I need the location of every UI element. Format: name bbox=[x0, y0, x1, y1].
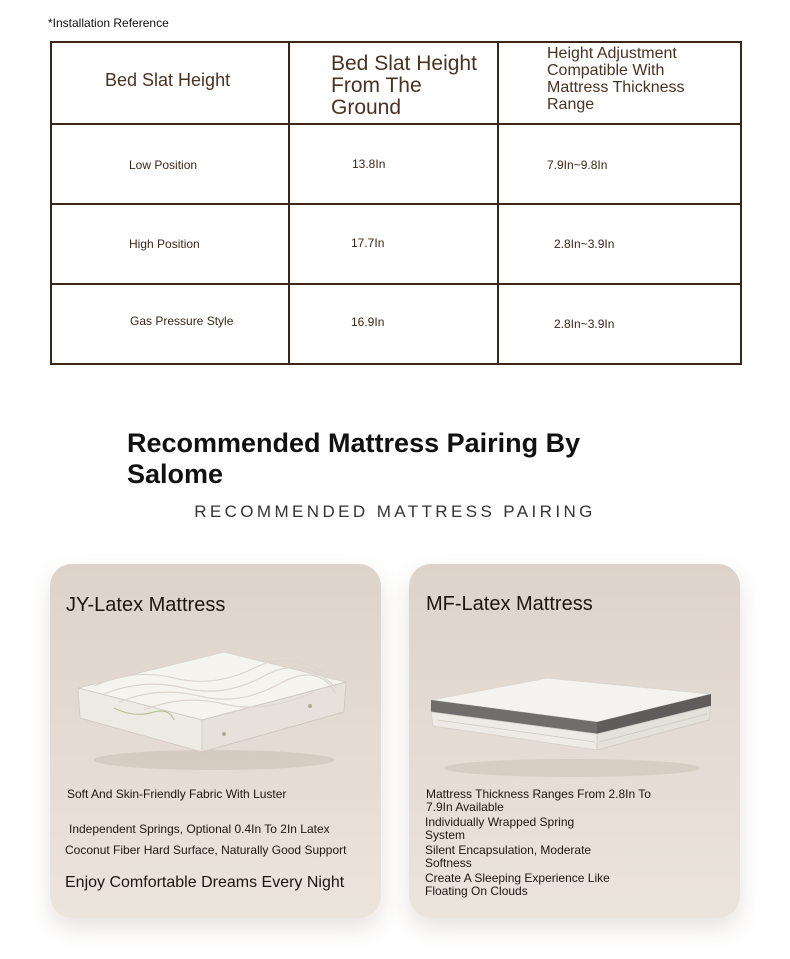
installation-reference-note: *Installation Reference bbox=[48, 16, 169, 30]
card-title: MF-Latex Mattress bbox=[426, 593, 593, 615]
header-thickness-range: Height Adjustment Compatible With Mattress Thickness Range bbox=[547, 45, 685, 113]
position-label: Gas Pressure Style bbox=[130, 314, 234, 328]
thickness-range-value: 2.8In~3.9In bbox=[554, 237, 615, 251]
header-cell bbox=[51, 42, 289, 124]
ground-height-value: 13.8In bbox=[352, 157, 386, 171]
table-cell bbox=[289, 284, 498, 364]
table-cell bbox=[498, 204, 741, 284]
mf-latex-mattress-card bbox=[409, 564, 740, 918]
table-cell bbox=[289, 204, 498, 284]
feature-item: Independent Springs, Optional 0.4In To 2In Latex bbox=[69, 822, 330, 836]
jy-latex-mattress-card bbox=[50, 564, 381, 918]
table-row bbox=[51, 284, 741, 364]
table-cell bbox=[498, 124, 741, 204]
header-bed-slat-height: Bed Slat Height bbox=[105, 70, 231, 90]
ground-height-value: 16.9In bbox=[351, 315, 385, 329]
ground-height-value: 17.7In bbox=[351, 236, 385, 250]
recommendation-subtitle: RECOMMENDED MATTRESS PAIRING bbox=[194, 502, 596, 521]
feature-highlight: Enjoy Comfortable Dreams Every Night bbox=[65, 874, 345, 891]
installation-table bbox=[50, 41, 742, 365]
table-header-row bbox=[51, 42, 741, 124]
table-cell bbox=[498, 284, 741, 364]
feature-item: Coconut Fiber Hard Surface, Naturally Good Support bbox=[65, 843, 347, 857]
recommendation-title: Recommended Mattress Pairing By Salome bbox=[127, 428, 581, 489]
table-row bbox=[51, 204, 741, 284]
jy-mattress-image bbox=[74, 648, 354, 778]
table-row bbox=[51, 124, 741, 204]
position-label: Low Position bbox=[129, 158, 198, 172]
thickness-range-value: 7.9In~9.8In bbox=[547, 158, 608, 172]
header-cell bbox=[289, 42, 498, 124]
header-height-from-ground: Bed Slat Height From The Ground bbox=[331, 52, 477, 119]
feature-item: Mattress Thickness Ranges From 2.8In To 7.9In Available bbox=[426, 787, 651, 814]
feature-item: Create A Sleeping Experience Like Floating On Clouds bbox=[425, 871, 610, 898]
table-cell bbox=[289, 124, 498, 204]
feature-item: Soft And Skin-Friendly Fabric With Luster bbox=[67, 787, 287, 801]
position-label: High Position bbox=[129, 237, 200, 251]
thickness-range-value: 2.8In~3.9In bbox=[554, 317, 615, 331]
mf-mattress-image bbox=[427, 672, 717, 782]
header-cell bbox=[498, 42, 741, 124]
card-title: JY-Latex Mattress bbox=[66, 594, 226, 616]
table-cell bbox=[51, 204, 289, 284]
table-cell bbox=[51, 124, 289, 204]
feature-item: Silent Encapsulation, Moderate Softness bbox=[425, 843, 592, 870]
feature-item: Individually Wrapped Spring System bbox=[425, 815, 575, 842]
table-cell bbox=[51, 284, 289, 364]
